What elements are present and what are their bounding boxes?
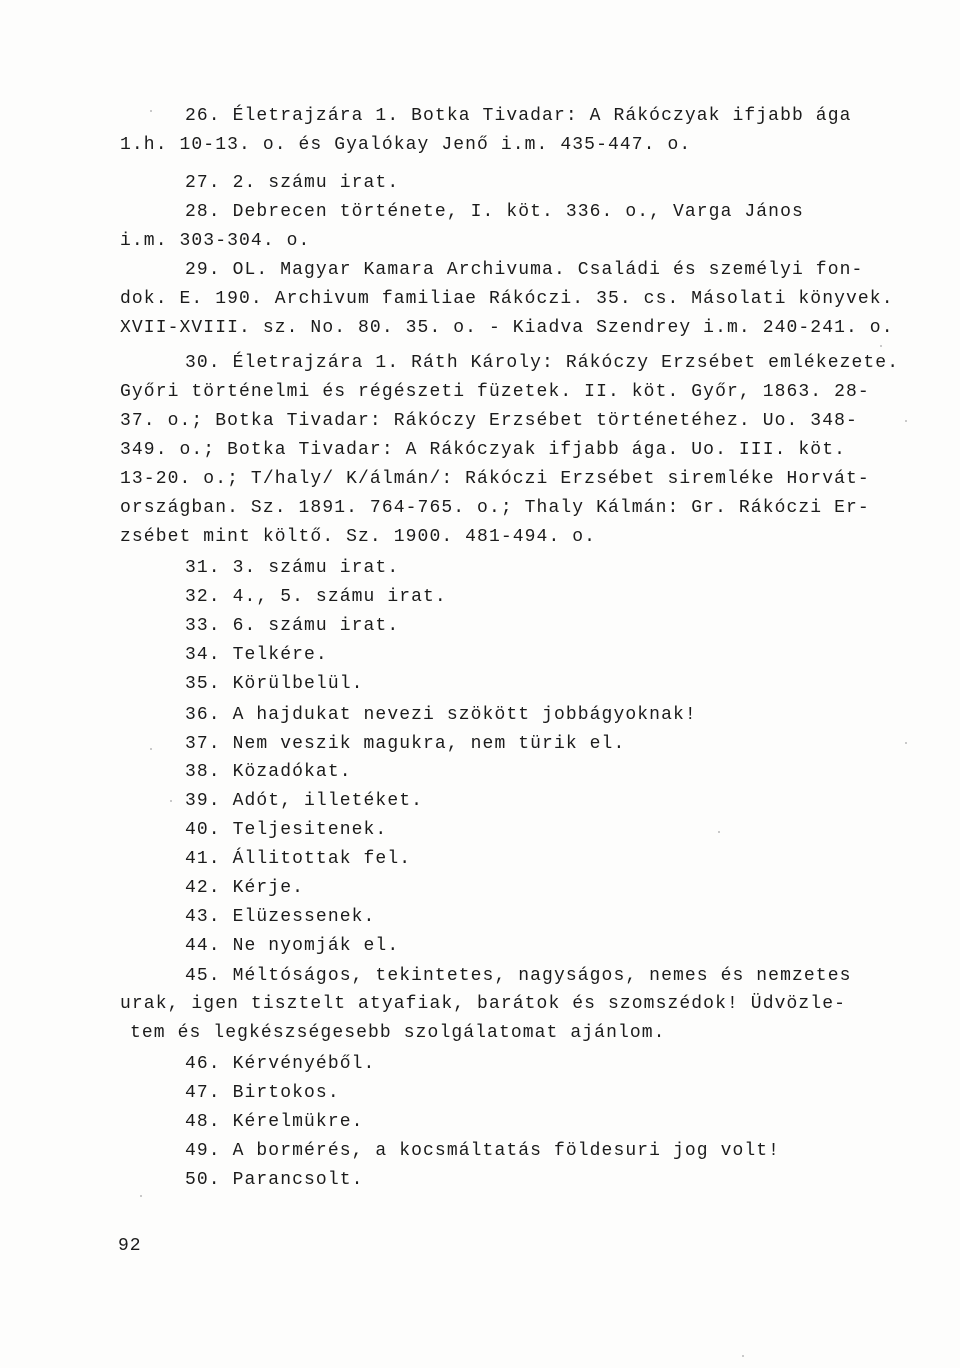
note-32-line-1: 32. 4., 5. számu irat. [185,587,447,607]
note-50-line-1: 50. Parancsolt. [185,1170,364,1190]
note-26-line-1: 26. Életrajzára 1. Botka Tivadar: A Rákóczyak ifjabb ága [185,106,852,126]
note-31-line-1: 31. 3. számu irat. [185,558,400,578]
note-30-line-6: országban. Sz. 1891. 764-765. o.; Thaly Kálmán: Gr. Rákóczi Er- [120,498,870,518]
note-30-line-7: zsébet mint költő. Sz. 1900. 481-494. o. [120,527,597,547]
note-44-line-1: 44. Ne nyomják el. [185,936,400,956]
note-38-line-1: 38. Közadókat. [185,762,352,782]
scan-speck [150,110,152,112]
note-45-line-3: tem és legkészségesebb szolgálatomat ajánlom. [130,1023,666,1043]
note-47-line-1: 47. Birtokos. [185,1083,340,1103]
note-29-line-2: dok. E. 190. Archivum familiae Rákóczi. 35. cs. Másolati könyvek. [120,289,894,309]
note-30-line-4: 349. o.; Botka Tivadar: A Rákóczyak ifjabb ága. Uo. III. köt. [120,440,847,460]
scan-speck [718,831,720,833]
note-43-line-1: 43. Elüzessenek. [185,907,376,927]
note-42-line-1: 42. Kérje. [185,878,305,898]
note-49-line-1: 49. A bormérés, a kocsmáltatás földesuri jog volt! [185,1141,781,1161]
note-40-line-1: 40. Teljesitenek. [185,820,388,840]
scan-speck [742,1355,744,1357]
note-35-line-1: 35. Körülbelül. [185,674,364,694]
note-45-line-1: 45. Méltóságos, tekintetes, nagyságos, nemes és nemzetes [185,966,852,986]
scan-speck [140,1195,142,1197]
scan-speck [150,748,152,750]
note-34-line-1: 34. Telkére. [185,645,328,665]
note-39-line-1: 39. Adót, illetéket. [185,791,424,811]
note-45-line-2: urak, igen tisztelt atyafiak, barátok és szomszédok! Üdvözle- [120,994,847,1014]
note-27-line-1: 27. 2. számu irat. [185,173,400,193]
note-33-line-1: 33. 6. számu irat. [185,616,400,636]
note-30-line-2: Győri történelmi és régészeti füzetek. II. köt. Győr, 1863. 28- [120,382,870,402]
note-30-line-5: 13-20. o.; T/haly/ K/álmán/: Rákóczi Erzsébet siremléke Horvát- [120,469,870,489]
note-28-line-2: i.m. 303-304. o. [120,231,311,251]
note-29-line-1: 29. OL. Magyar Kamara Archivuma. Családi és személyi fon- [185,260,864,280]
note-48-line-1: 48. Kérelmükre. [185,1112,364,1132]
note-41-line-1: 41. Állitottak fel. [185,849,412,869]
page-number: 92 [118,1236,142,1256]
note-29-line-3: XVII-XVIII. sz. No. 80. 35. o. - Kiadva Szendrey i.m. 240-241. o. [120,318,894,338]
note-46-line-1: 46. Kérvényéből. [185,1054,376,1074]
scan-speck [905,420,907,422]
note-30-line-3: 37. o.; Botka Tivadar: Rákóczy Erzsébet történetéhez. Uo. 348- [120,411,858,431]
note-36-line-1: 36. A hajdukat nevezi szökött jobbágyoknak! [185,705,697,725]
scan-speck [880,345,882,347]
scan-speck [905,742,907,744]
note-26-line-2: 1.h. 10-13. o. és Gyalókay Jenő i.m. 435-447. o. [120,135,692,155]
scan-speck [170,800,172,802]
note-37-line-1: 37. Nem veszik magukra, nem türik el. [185,734,626,754]
note-28-line-1: 28. Debrecen története, I. köt. 336. o., Varga János [185,202,804,222]
note-30-line-1: 30. Életrajzára 1. Ráth Károly: Rákóczy Erzsébet emlékezete. [185,353,900,373]
